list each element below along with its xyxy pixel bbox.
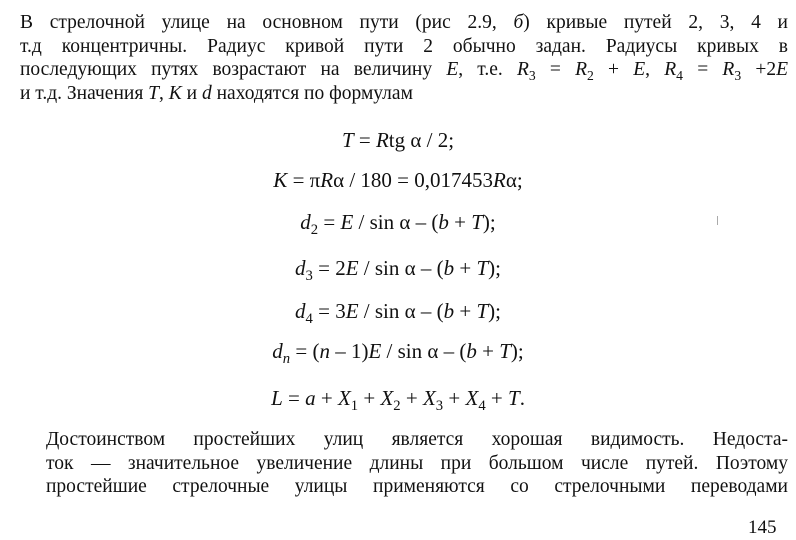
- math-var: X: [465, 386, 479, 410]
- formula-d2: [0, 210, 796, 239]
- math-var: R: [320, 168, 334, 192]
- math-subscript: 3: [435, 398, 444, 415]
- math-var: b: [443, 256, 455, 280]
- math-var: T: [476, 299, 489, 323]
- math-var: E: [633, 59, 646, 80]
- math-var: T: [476, 256, 489, 280]
- text-run: , т.е.: [458, 59, 517, 80]
- paragraph-2-line-2: ток — значительное увеличение длины при большом числе путей. Поэтому: [46, 452, 788, 474]
- math-var: R: [516, 59, 529, 80]
- math-text: =: [353, 128, 376, 152]
- math-var: T: [341, 128, 354, 152]
- math-subscript: 4: [478, 398, 486, 415]
- math-text: / sin α – (: [381, 339, 467, 363]
- math-var: E: [776, 59, 789, 80]
- paragraph-1-line-4: [20, 82, 788, 106]
- math-text: .: [519, 386, 525, 410]
- math-var: d: [295, 256, 306, 280]
- math-text: / sin α – (: [358, 299, 444, 323]
- math-text: α;: [505, 168, 523, 192]
- math-var: R: [722, 59, 735, 80]
- math-var: T: [148, 82, 160, 104]
- text-run: +2: [741, 59, 777, 80]
- math-text: +: [358, 386, 381, 410]
- math-var: a: [305, 386, 316, 410]
- math-text: = π: [287, 168, 321, 192]
- math-subscript: 1: [350, 398, 359, 415]
- math-text: – 1): [329, 339, 369, 363]
- math-text: );: [488, 299, 501, 323]
- formula-dn: [0, 339, 796, 368]
- math-text: +: [448, 210, 472, 234]
- page-number: 145: [748, 517, 777, 538]
- text-run: =: [535, 59, 576, 80]
- paragraph-1: [20, 11, 788, 105]
- math-text: +: [454, 299, 477, 323]
- text-run: последующих путях возрастают на величину: [20, 59, 447, 80]
- text-run: В стрелочной улице на основном пути (рис 2.9,: [20, 12, 514, 33]
- math-text: +: [400, 386, 423, 410]
- paragraph-2: [20, 428, 788, 499]
- math-text: = (: [290, 339, 320, 363]
- formula-total-length: [0, 386, 796, 415]
- math-var: R: [375, 128, 389, 152]
- math-var: E: [340, 210, 354, 234]
- math-var: b: [466, 339, 477, 363]
- math-var: n: [319, 339, 330, 363]
- math-var: K: [273, 168, 288, 192]
- math-text: = 3: [312, 299, 346, 323]
- math-var: T: [508, 386, 520, 410]
- math-text: );: [510, 339, 524, 363]
- math-var: b: [438, 210, 449, 234]
- math-var: T: [471, 210, 483, 234]
- math-text: +: [454, 256, 477, 280]
- math-var: X: [422, 386, 436, 410]
- paragraph-1-line-2: т.д концентричны. Радиус кривой пути 2 обычно задан. Радиусы кривых в: [20, 35, 788, 57]
- formula-d3: [0, 256, 796, 285]
- text-run: и т.д. Значения: [20, 82, 149, 104]
- math-subscript: 4: [305, 311, 313, 328]
- text-run: ) кривые путей 2, 3, 4 и: [523, 12, 788, 33]
- math-subscript: 4: [676, 67, 683, 83]
- text-run: +: [593, 59, 634, 80]
- math-var: R: [575, 59, 588, 80]
- formula-d4: [0, 299, 796, 328]
- math-var: E: [345, 299, 359, 323]
- scan-speck: [717, 216, 718, 225]
- math-var: X: [337, 386, 351, 410]
- math-text: tg α / 2;: [388, 128, 455, 152]
- math-subscript: 3: [734, 67, 742, 83]
- text-run: ,: [645, 59, 665, 80]
- math-text: = 2: [312, 256, 346, 280]
- math-text: +: [485, 386, 508, 410]
- math-text: =: [318, 210, 341, 234]
- paragraph-2-line-1: Достоинством простейших улиц является хорошая видимость. Недоста-: [46, 429, 788, 450]
- math-var: T: [499, 339, 511, 363]
- formula-tangent: [0, 128, 796, 153]
- text-run: ,: [159, 82, 169, 104]
- paragraph-1-line-1: [20, 11, 788, 35]
- math-var: L: [271, 386, 283, 410]
- math-text: +: [443, 386, 466, 410]
- formula-curve-length: [0, 168, 796, 193]
- math-var: d: [201, 82, 212, 104]
- math-text: );: [482, 210, 496, 234]
- paragraph-2-line-3: простейшие стрелочные улицы применяются со стрелочными переводами: [46, 476, 788, 497]
- math-subscript: 3: [305, 268, 313, 285]
- text-run: =: [683, 59, 723, 80]
- math-subscript: 2: [393, 398, 401, 415]
- math-var: d: [272, 339, 283, 363]
- math-subscript: 2: [587, 67, 594, 83]
- math-var: E: [446, 59, 459, 80]
- figure-letter: б: [513, 12, 524, 33]
- math-var: d: [295, 299, 306, 323]
- math-text: / sin α – (: [358, 256, 444, 280]
- math-var: d: [300, 210, 311, 234]
- math-text: +: [476, 339, 500, 363]
- math-subscript: n: [282, 351, 291, 368]
- math-text: / sin α – (: [353, 210, 439, 234]
- paragraph-1-line-3: [20, 58, 788, 82]
- math-var: R: [664, 59, 677, 80]
- math-text: +: [315, 386, 338, 410]
- math-var: E: [368, 339, 382, 363]
- math-subscript: 2: [310, 222, 319, 239]
- math-text: );: [488, 256, 501, 280]
- math-var: R: [493, 168, 506, 192]
- math-text: =: [282, 386, 306, 410]
- text-run: и: [181, 82, 202, 104]
- math-var: E: [345, 256, 359, 280]
- math-subscript: 3: [528, 67, 536, 83]
- math-var: K: [168, 82, 182, 104]
- math-text: α / 180 = 0,017453: [333, 168, 494, 192]
- text-run: находятся по формулам: [211, 82, 413, 104]
- math-var: X: [380, 386, 394, 410]
- math-var: b: [443, 299, 455, 323]
